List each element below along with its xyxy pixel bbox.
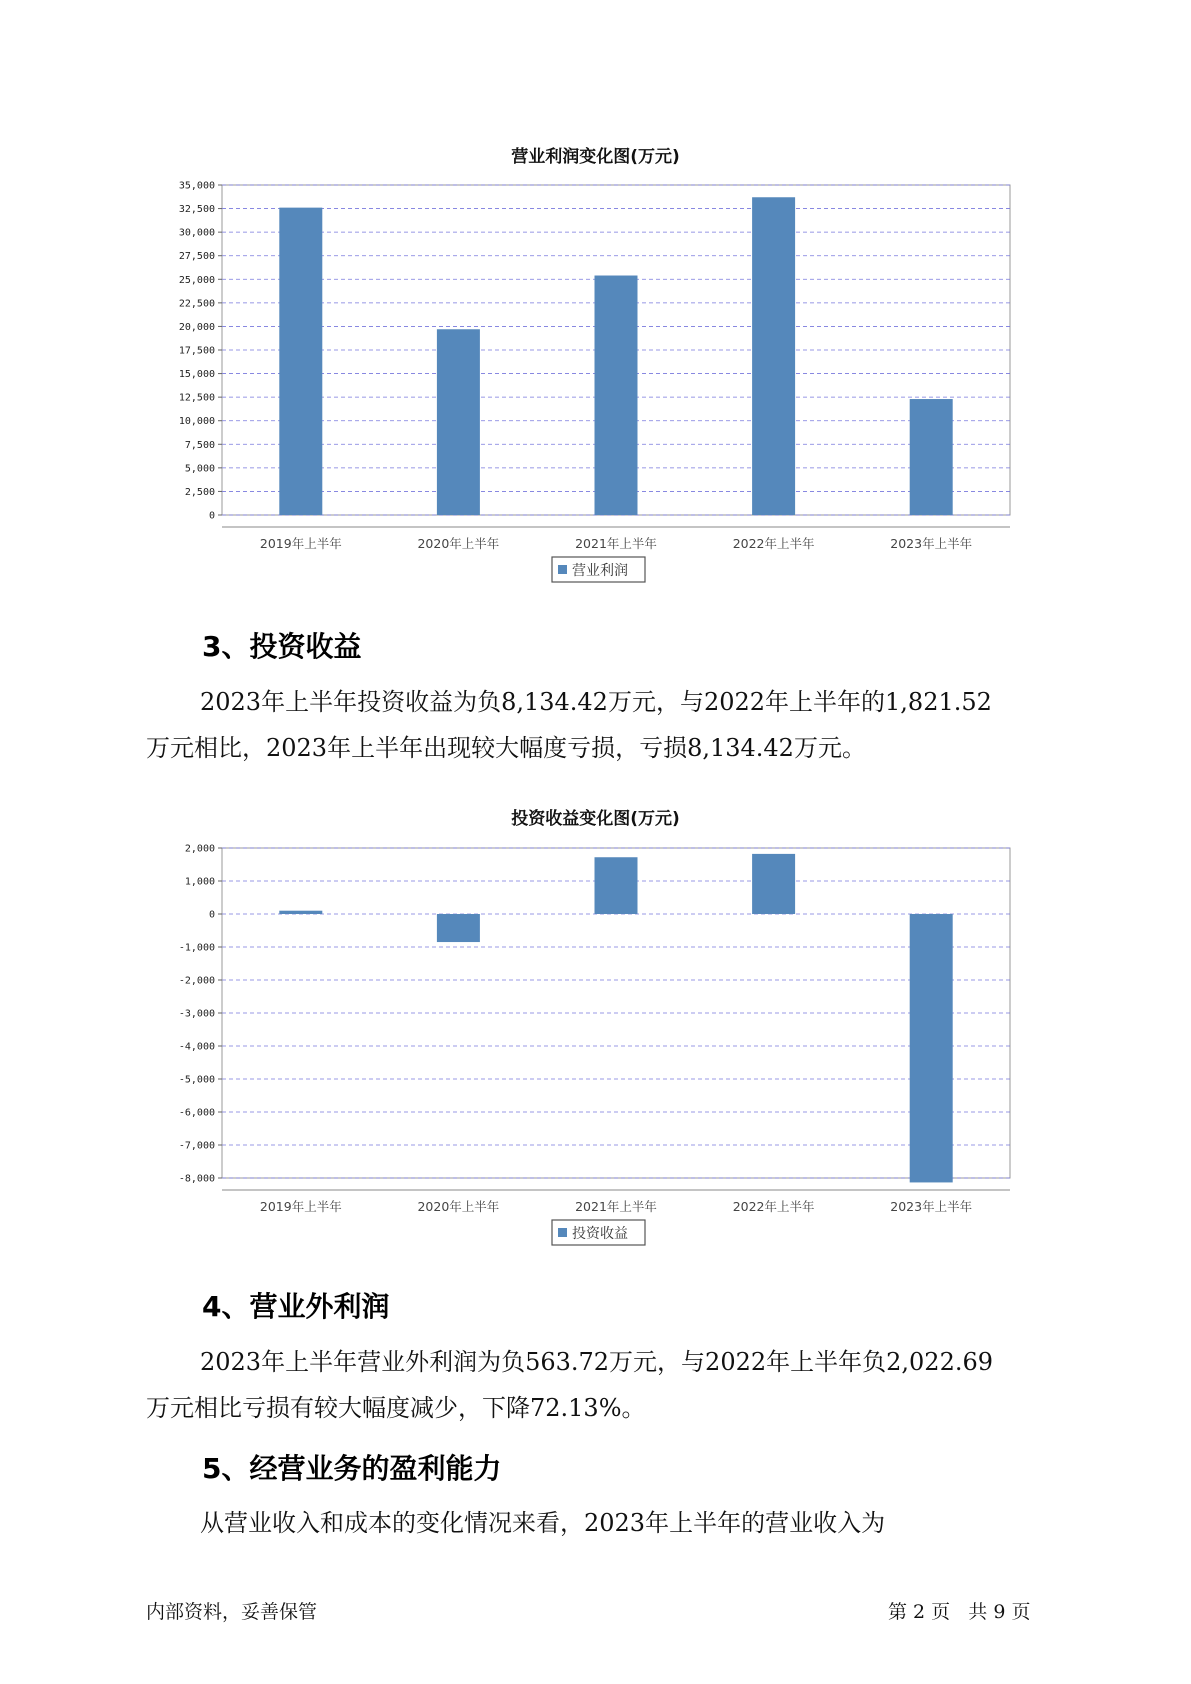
y-tick-label: 35,000 (178, 180, 215, 192)
x-tick-label: 2019年上半年 (259, 1199, 342, 1214)
section-5-line1: 从营业收入和成本的变化情况来看，2023年上半年的营业收入为 (200, 1509, 886, 1537)
operating-profit-chart (0, 165, 1191, 595)
y-tick-label: 0 (208, 909, 215, 921)
bar (910, 914, 953, 1182)
x-tick-label: 2023年上半年 (890, 536, 973, 551)
y-tick-label: 15,000 (178, 369, 215, 381)
legend (552, 1220, 645, 1245)
bar (752, 197, 795, 515)
y-tick-label: 17,500 (178, 345, 215, 357)
chart1-title: 营业利润变化图(万元) (511, 147, 680, 167)
y-tick-label: -8,000 (178, 1173, 215, 1185)
x-tick-label: 2019年上半年 (259, 536, 342, 551)
bar (437, 914, 480, 942)
x-tick-label: 2021年上半年 (575, 1199, 657, 1214)
section-5-paragraph (146, 1500, 1076, 1546)
y-tick-label: -2,000 (178, 975, 215, 987)
section-4-paragraph (146, 1339, 1076, 1431)
legend-swatch (558, 1228, 567, 1237)
x-tick-label: 2023年上半年 (890, 1199, 973, 1214)
y-tick-label: -6,000 (178, 1107, 215, 1119)
legend-swatch (558, 565, 567, 574)
section-3-line2: 万元相比，2023年上半年出现较大幅度亏损，亏损8,134.42万元。 (146, 734, 866, 762)
y-tick-label: -4,000 (178, 1041, 215, 1053)
y-tick-label: 2,000 (184, 843, 215, 855)
bar (595, 857, 638, 914)
y-tick-label: 2,500 (184, 486, 215, 498)
section-3-line1: 2023年上半年投资收益为负8,134.42万元，与2022年上半年的1,821.52 (200, 688, 992, 716)
y-tick-label: 7,500 (184, 439, 215, 451)
y-tick-label: -5,000 (178, 1074, 215, 1086)
section-5-heading: 5、经营业务的盈利能力 (202, 1452, 502, 1485)
legend-label: 营业利润 (572, 563, 628, 579)
y-tick-label: 12,500 (178, 392, 215, 404)
bar (279, 911, 322, 914)
legend-label: 投资收益 (572, 1226, 628, 1242)
investment-income-chart (0, 828, 1191, 1258)
section-3-heading: 3、投资收益 (202, 630, 362, 663)
y-tick-label: 1,000 (184, 876, 215, 888)
y-tick-label: 30,000 (178, 227, 215, 239)
y-tick-label: 27,500 (178, 251, 215, 263)
x-tick-label: 2020年上半年 (417, 1199, 500, 1214)
footer-confidential-note: 内部资料，妥善保管 (146, 1601, 318, 1623)
x-tick-label: 2022年上半年 (732, 536, 815, 551)
bar (910, 399, 953, 515)
bar (437, 329, 480, 515)
y-tick-label: -3,000 (178, 1008, 215, 1020)
y-tick-label: 0 (208, 510, 215, 522)
y-tick-label: 25,000 (178, 274, 215, 286)
section-3-paragraph (146, 679, 1076, 771)
footer-page-number: 第 2 页 共 9 页 (888, 1601, 1031, 1623)
y-tick-label: 32,500 (178, 204, 215, 216)
y-tick-label: -1,000 (178, 942, 215, 954)
section-4-line2: 万元相比亏损有较大幅度减少，下降72.13%。 (146, 1394, 646, 1422)
y-tick-label: 22,500 (178, 298, 215, 310)
x-tick-label: 2021年上半年 (575, 536, 657, 551)
section-4-line1: 2023年上半年营业外利润为负563.72万元，与2022年上半年负2,022.69 (200, 1348, 994, 1376)
bar (279, 208, 322, 515)
x-tick-label: 2020年上半年 (417, 536, 500, 551)
y-tick-label: 20,000 (178, 321, 215, 333)
bar (752, 854, 795, 914)
y-tick-label: 5,000 (184, 463, 215, 475)
y-tick-label: 10,000 (178, 416, 215, 428)
chart2-title: 投资收益变化图(万元) (511, 809, 680, 829)
section-4-heading: 4、营业外利润 (202, 1290, 390, 1323)
legend (552, 557, 645, 582)
x-tick-label: 2022年上半年 (732, 1199, 815, 1214)
y-tick-label: -7,000 (178, 1140, 215, 1152)
bar (595, 276, 638, 515)
